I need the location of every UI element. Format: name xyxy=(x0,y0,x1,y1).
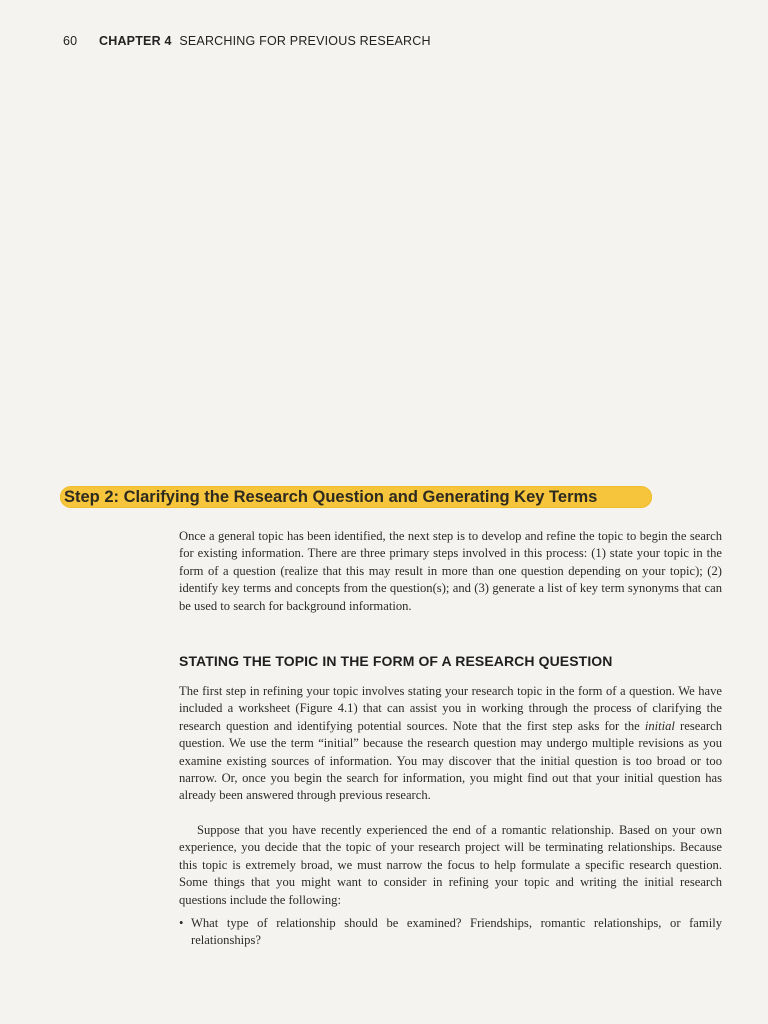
paragraph-1-start: The first step in refining your topic involves stating your research topic in the form of a question. We have included a worksheet (Figure 4.1) that can assist you in working through the process of clarifying the research question and identifying potential sources. Note that the first step asks for the xyxy=(179,684,722,733)
italic-term: initial xyxy=(644,718,675,733)
paragraph-1-end: research question. We use the term “initial” because the research question may undergo multiple revisions as you examine existing sources of information. You may discover that the initial question is too broad or too narrow. Or, once you begin the search for information, you might find out that your initial question has already been answered through previous research. xyxy=(179,718,723,803)
list-item-text: What type of relationship should be examined? Friendships, romantic relationships, or family relationships? xyxy=(191,916,722,948)
running-header xyxy=(63,34,431,48)
bullet-icon: • xyxy=(179,916,184,930)
paragraph-2: Suppose that you have recently experienced the end of a romantic relationship. Based on your own experience, you decide that the topic of your research project will be terminating relationships. Because this topic is extremely broad, we must narrow the focus to help formulate a specific research question. Some things that you might want to consider in refining your topic and writing the initial research questions include the following: xyxy=(179,823,722,907)
list-item xyxy=(179,915,722,950)
intro-paragraph: Once a general topic has been identified, the next step is to develop and refine the topic to begin the search for existing information. There are three primary steps involved in this process: (1) state your topic in the form of a question (realize that this may result in more than one question depending on your topic); (2) identify key terms and concepts from the question(s); and (3) generate a list of key term synonyms that can be used to search for background information. xyxy=(179,529,722,613)
bleed-through-text xyxy=(175,78,723,95)
page-number: 60 xyxy=(63,34,78,48)
step-heading: Step 2: Clarifying the Research Question and Generating Key Terms xyxy=(64,488,598,506)
paragraph-1 xyxy=(179,683,722,805)
chapter-title: SEARCHING FOR PREVIOUS RESEARCH xyxy=(179,34,431,48)
subsection-heading: STATING THE TOPIC IN THE FORM OF A RESEARCH QUESTION xyxy=(179,653,613,669)
chapter-label: CHAPTER 4 xyxy=(99,34,172,48)
